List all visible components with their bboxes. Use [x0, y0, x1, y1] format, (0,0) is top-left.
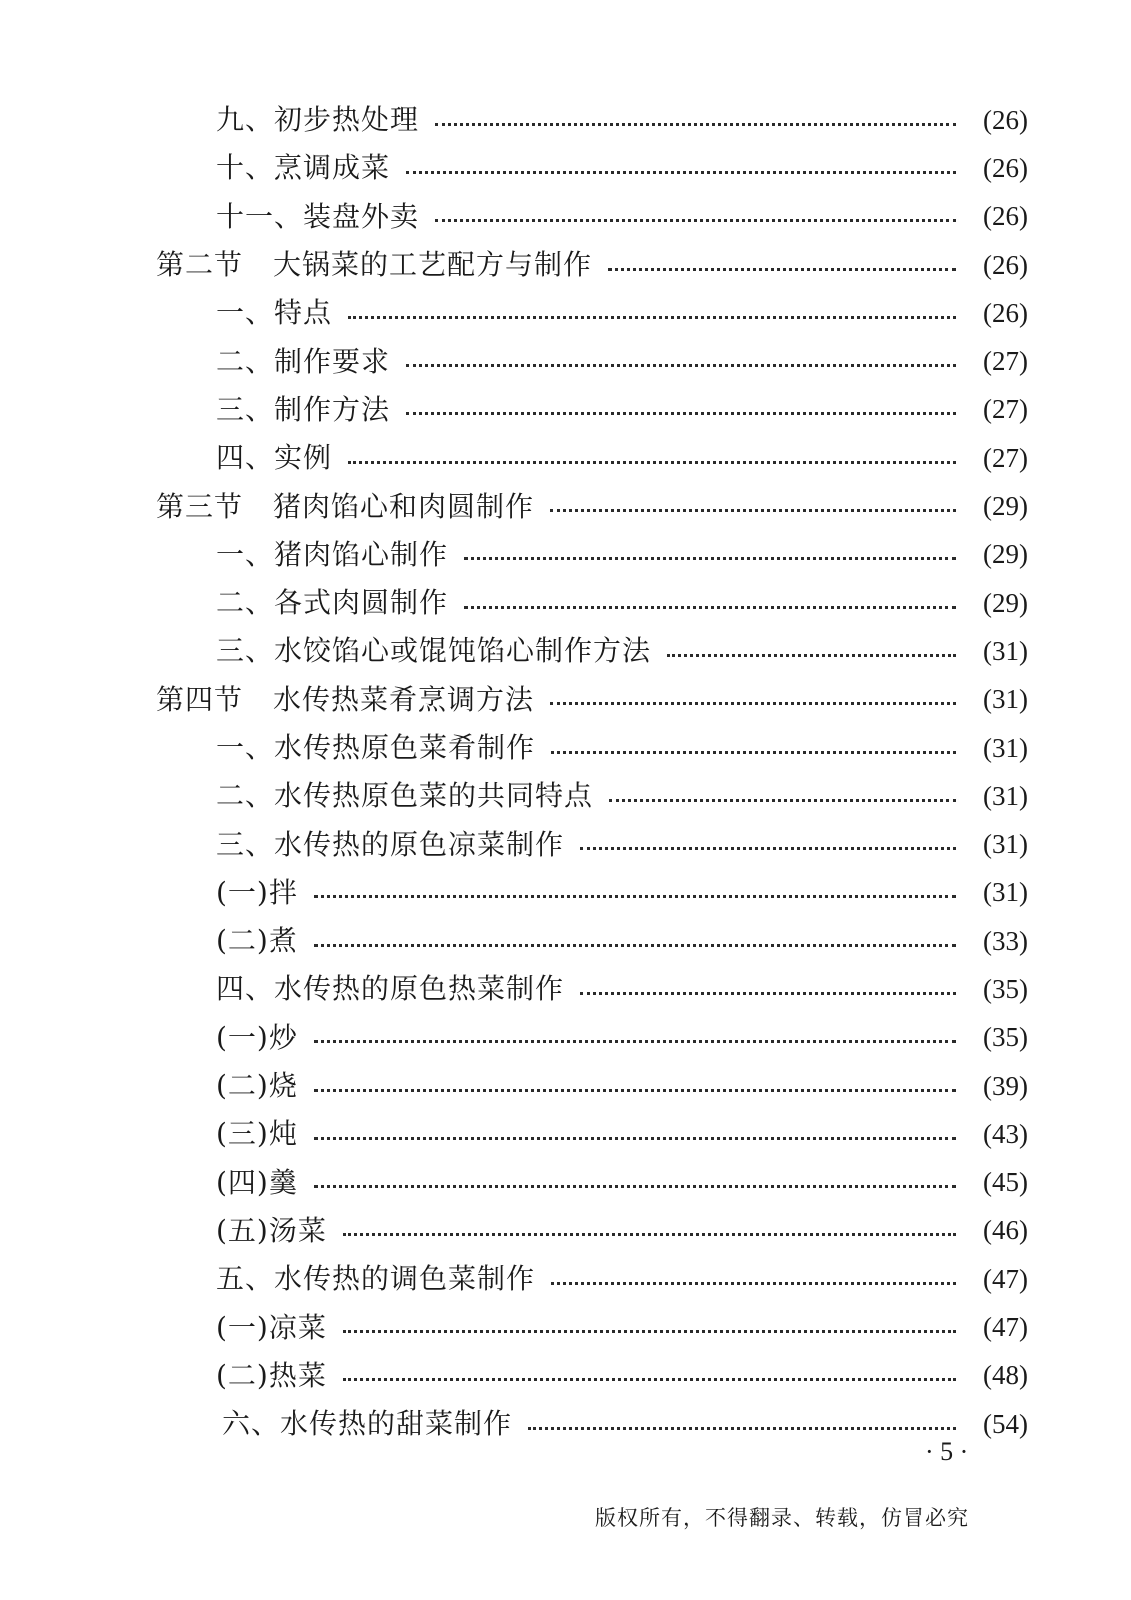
toc-entry-title — [216, 924, 298, 958]
toc-entry-title — [216, 151, 391, 185]
toc-entry-label: 十、烹调成菜 — [216, 151, 391, 185]
toc-entry-row — [156, 96, 1028, 144]
toc-section-number: 第二节 — [156, 248, 244, 282]
toc-section-row — [156, 676, 1028, 724]
toc-section-row — [156, 482, 1028, 530]
toc-entry-row — [156, 965, 1028, 1013]
toc-entry-label: (二)热菜 — [216, 1358, 327, 1392]
page-number: · 5 · — [925, 1437, 969, 1466]
toc-entry-label: 九、初步热处理 — [216, 103, 420, 137]
dot-leader — [667, 654, 956, 657]
toc-page-number: (33) — [983, 925, 1028, 956]
toc-page-number: (35) — [983, 1022, 1028, 1053]
toc-entry-title — [216, 441, 333, 475]
toc-page-number: (29) — [983, 539, 1028, 570]
dot-leader — [406, 412, 956, 415]
toc-entry-row — [156, 434, 1028, 482]
toc-entry-label: (一)拌 — [216, 875, 298, 909]
toc-entry-label: 一、猪肉馅心制作 — [216, 537, 449, 571]
toc-page-number: (47) — [983, 1263, 1028, 1294]
toc-entry-label: 二、制作要求 — [216, 344, 391, 378]
dot-leader — [608, 268, 956, 271]
toc-entry-title — [216, 1117, 298, 1151]
dot-leader — [551, 1282, 956, 1285]
toc-entry-title — [216, 634, 652, 668]
toc-page-number: (43) — [983, 1118, 1028, 1149]
toc-entry-row — [156, 386, 1028, 434]
dot-leader — [348, 461, 956, 464]
toc-page-number: (26) — [983, 201, 1028, 232]
toc-page-number: (31) — [983, 877, 1028, 908]
dot-leader — [551, 751, 956, 754]
toc-entry-row — [156, 1400, 1028, 1448]
toc-entry-label: 四、水传热的原色热菜制作 — [216, 972, 565, 1006]
dot-leader — [580, 847, 956, 850]
toc-entry-title — [216, 103, 420, 137]
toc-entry-label: 水传热菜肴烹调方法 — [273, 682, 535, 716]
toc-entry-row — [156, 531, 1028, 579]
dot-leader — [314, 944, 956, 947]
toc-entry-label: 二、各式肉圆制作 — [216, 586, 449, 620]
dot-leader — [435, 219, 956, 222]
dot-leader — [550, 509, 956, 512]
toc-page-number: (31) — [983, 684, 1028, 715]
toc-entry-label: 三、水传热的原色凉菜制作 — [216, 827, 565, 861]
toc-entry-label: 五、水传热的调色菜制作 — [216, 1262, 536, 1296]
toc-page-number: (45) — [983, 1167, 1028, 1198]
toc-entry-title — [216, 392, 391, 426]
toc-entry-title — [216, 779, 594, 813]
toc-entry-title — [216, 296, 333, 330]
toc-entry-row — [156, 579, 1028, 627]
toc-entry-title — [216, 1069, 298, 1103]
toc-entry-title — [216, 1310, 327, 1344]
toc-entry-label: 一、水传热原色菜肴制作 — [216, 731, 536, 764]
toc-page-number: (31) — [983, 780, 1028, 811]
dot-leader — [314, 1185, 956, 1188]
toc-entry-row — [156, 1352, 1028, 1400]
toc-entry-title — [216, 537, 449, 571]
toc-entry-title — [216, 1020, 298, 1054]
dot-leader — [609, 799, 956, 802]
toc-section-row — [156, 241, 1028, 289]
toc-entry-title — [216, 1358, 327, 1392]
toc-page-number: (31) — [983, 829, 1028, 860]
toc-entry-row — [156, 1303, 1028, 1351]
toc-entry-title — [222, 1407, 513, 1441]
dot-leader — [343, 1330, 956, 1333]
toc-page-number: (46) — [983, 1215, 1028, 1246]
toc-page-number: (27) — [983, 442, 1028, 473]
toc-entry-label: (五)汤菜 — [216, 1213, 327, 1247]
toc-page-number: (35) — [983, 973, 1028, 1004]
dot-leader — [314, 1137, 956, 1140]
toc-entry-label: (一)炒 — [216, 1020, 298, 1054]
toc-entry-title — [216, 827, 565, 861]
toc-entry-label: 大锅菜的工艺配方与制作 — [273, 248, 593, 282]
toc-entry-label: 一、特点 — [216, 296, 333, 330]
toc-entry-row — [156, 724, 1028, 772]
toc-entry-row — [156, 289, 1028, 337]
toc-entry-row — [156, 1207, 1028, 1255]
toc-entry-title — [216, 1213, 327, 1247]
toc-entry-row — [156, 144, 1028, 192]
dot-leader — [343, 1233, 956, 1236]
toc-entry-title — [216, 875, 298, 909]
toc-page-number: (48) — [983, 1360, 1028, 1391]
dot-leader — [406, 171, 956, 174]
toc-entry-title — [216, 1165, 298, 1199]
toc-entry-label: 十一、装盘外卖 — [216, 199, 420, 233]
toc-entry-label: 三、水饺馅心或馄饨馅心制作方法 — [216, 634, 652, 668]
toc-entry-title — [216, 586, 449, 620]
toc-entry-row — [156, 1255, 1028, 1303]
toc-entry-title — [216, 344, 391, 378]
toc-entry-label: (四)羹 — [216, 1165, 298, 1199]
toc-entry-label: (三)炖 — [216, 1117, 298, 1151]
dot-leader — [314, 1089, 956, 1092]
toc-page-number: (47) — [983, 1312, 1028, 1343]
toc-page-number: (31) — [983, 732, 1028, 763]
table-of-contents — [156, 96, 1028, 1448]
dot-leader — [464, 557, 956, 560]
toc-entry-label: 三、制作方法 — [216, 392, 391, 426]
toc-section-number: 第三节 — [156, 489, 244, 523]
toc-entry-label: (二)烧 — [216, 1069, 298, 1103]
dot-leader — [464, 606, 956, 609]
dot-leader — [406, 364, 956, 367]
toc-entry-row — [156, 193, 1028, 241]
toc-entry-row — [156, 1014, 1028, 1062]
toc-section-number: 第四节 — [156, 682, 244, 716]
toc-entry-label: (二)煮 — [216, 924, 298, 958]
toc-entry-row — [156, 772, 1028, 820]
dot-leader — [314, 1040, 956, 1043]
toc-entry-title — [216, 1262, 536, 1296]
toc-entry-row — [156, 917, 1028, 965]
toc-page-number: (27) — [983, 346, 1028, 377]
toc-page-number: (26) — [983, 104, 1028, 135]
toc-entry-row — [156, 869, 1028, 917]
dot-leader — [435, 123, 956, 126]
copyright-notice: 版权所有，不得翻录、转载，仿冒必究 — [595, 1506, 969, 1530]
toc-entry-row — [156, 1062, 1028, 1110]
toc-entry-label: 猪肉馅心和肉圆制作 — [273, 489, 535, 523]
toc-entry-label: 六、水传热的甜菜制作 — [222, 1407, 513, 1441]
toc-entry-label: 四、实例 — [216, 441, 333, 475]
toc-page-number: (26) — [983, 297, 1028, 328]
dot-leader — [314, 895, 956, 898]
dot-leader — [348, 316, 956, 319]
toc-page-number: (29) — [983, 491, 1028, 522]
toc-page-number: (26) — [983, 249, 1028, 280]
toc-entry-row — [156, 1110, 1028, 1158]
toc-page-number: (27) — [983, 394, 1028, 425]
toc-entry-title — [216, 199, 420, 233]
dot-leader — [550, 702, 956, 705]
toc-entry-label: (一)凉菜 — [216, 1310, 327, 1344]
dot-leader — [343, 1378, 956, 1381]
toc-entry-row — [156, 820, 1028, 868]
dot-leader — [580, 992, 956, 995]
toc-page-number: (26) — [983, 152, 1028, 183]
toc-page-number: (39) — [983, 1070, 1028, 1101]
toc-entry-title — [216, 731, 536, 764]
toc-entry-row — [156, 337, 1028, 385]
toc-entry-label: 二、水传热原色菜的共同特点 — [216, 779, 594, 813]
toc-entry-title — [156, 489, 535, 523]
toc-entry-row — [156, 627, 1028, 675]
toc-entry-row — [156, 1159, 1028, 1207]
toc-entry-title — [156, 682, 535, 716]
toc-entry-title — [216, 972, 565, 1006]
toc-page-number: (54) — [983, 1408, 1028, 1439]
dot-leader — [528, 1427, 956, 1430]
toc-page-number: (31) — [983, 635, 1028, 666]
toc-page-number: (29) — [983, 587, 1028, 618]
toc-entry-title — [156, 248, 593, 282]
